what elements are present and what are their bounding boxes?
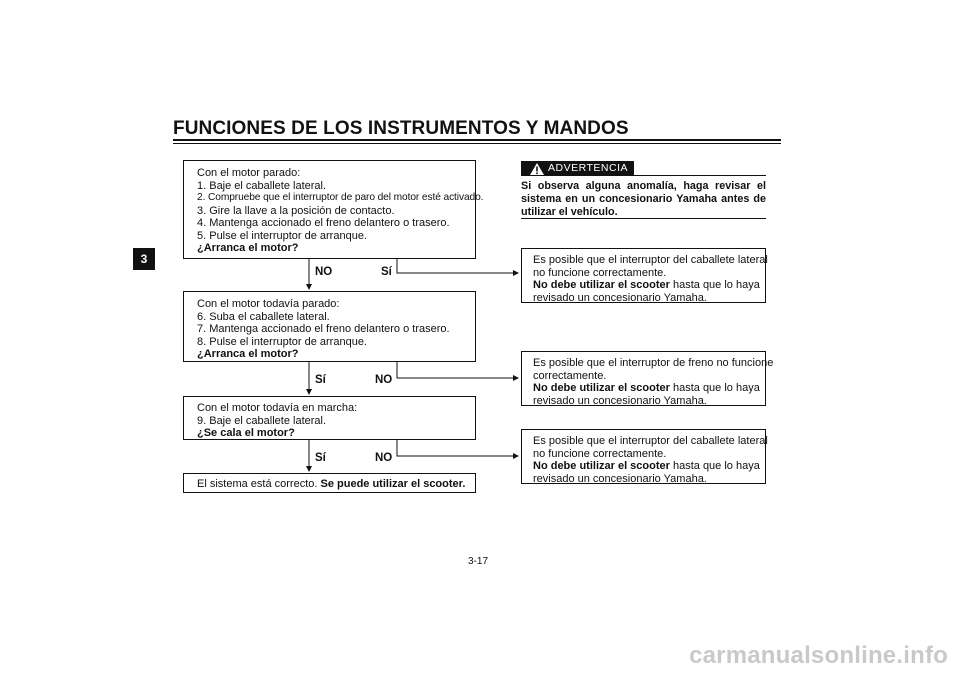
step2-line: 6. Suba el caballete lateral.	[197, 310, 330, 323]
page-title: FUNCIONES DE LOS INSTRUMENTOS Y MANDOS	[173, 118, 629, 139]
result-line: revisado un concesionario Yamaha.	[533, 472, 707, 485]
result-rest: hasta que lo haya	[669, 382, 760, 394]
arrow-step3-side	[397, 440, 518, 456]
warning-text: Si observa alguna anomalía, haga revisar el sistema en un concesionario Yamaha antes de utilizar el vehículo.	[521, 180, 766, 218]
step2-line: Con el motor todavía parado:	[197, 298, 340, 310]
warning-rule	[634, 175, 766, 176]
result-bold: No debe utilizar el scooter	[533, 279, 670, 291]
flow-final	[183, 473, 476, 493]
result-rest: hasta que lo haya	[669, 460, 760, 472]
result-line: Es posible que el interruptor del caballete lateral	[533, 254, 768, 266]
result-line: correctamente.	[533, 369, 607, 382]
result-bold: No debe utilizar el scooter	[533, 382, 670, 394]
flow-step-3	[183, 396, 476, 440]
step1-line: 5. Pulse el interruptor de arranque.	[197, 229, 367, 242]
step2-down-label: Sí	[315, 374, 326, 386]
step2-line: 8. Pulse el interruptor de arranque.	[197, 335, 367, 348]
step3-down-label: Sí	[315, 452, 326, 464]
step1-down-label: NO	[315, 266, 333, 278]
result-line: no funcione correctamente.	[533, 266, 667, 279]
step1-line: 3. Gire la llave a la posición de contacto.	[197, 204, 395, 217]
result-bold: No debe utilizar el scooter	[533, 460, 670, 472]
result-box-1	[521, 248, 766, 303]
step1-line: 4. Mantenga accionado el freno delantero o trasero.	[197, 217, 450, 229]
result-line: Es posible que el interruptor de freno no funcione	[533, 357, 774, 369]
final-text: El sistema está correcto.	[197, 478, 321, 490]
result-line: revisado un concesionario Yamaha.	[533, 394, 707, 407]
chapter-tab: 3	[133, 248, 155, 270]
step3-line: Con el motor todavía en marcha:	[197, 402, 358, 414]
flow-step-1	[183, 160, 484, 259]
watermark: carmanualsonline.info	[689, 642, 948, 669]
result-line: no funcione correctamente.	[533, 447, 667, 460]
warning-badge	[521, 161, 634, 176]
step3-side-label: NO	[375, 452, 393, 464]
step3-line: 9. Baje el caballete lateral.	[197, 414, 327, 427]
warning-bottom-rule	[521, 218, 766, 219]
step1-side-label: Sí	[381, 266, 392, 278]
arrow-step1-side	[397, 259, 518, 273]
arrow-step2-side	[397, 362, 518, 378]
step1-line: 2. Compruebe que el interruptor de paro del motor esté activado.	[197, 192, 484, 203]
warning-triangle-icon	[529, 162, 545, 176]
step2-question: ¿Arranca el motor?	[197, 348, 299, 360]
step1-line: Con el motor parado:	[197, 167, 301, 179]
warning-badge-label: ADVERTENCIA	[548, 162, 628, 174]
step1-question: ¿Arranca el motor?	[197, 242, 299, 254]
result-line: revisado un concesionario Yamaha.	[533, 291, 707, 304]
page-number: 3-17	[468, 556, 489, 567]
result-box-2	[521, 351, 774, 407]
step2-side-label: NO	[375, 374, 393, 386]
step3-question: ¿Se cala el motor?	[197, 427, 295, 439]
flow-step-2	[183, 291, 476, 362]
result-box-3	[521, 429, 766, 484]
step2-line: 7. Mantenga accionado el freno delantero o trasero.	[197, 323, 450, 335]
result-line: Es posible que el interruptor del caballete lateral	[533, 435, 768, 447]
step1-line: 1. Baje el caballete lateral.	[197, 179, 327, 192]
result-rest: hasta que lo haya	[669, 279, 760, 291]
final-bold: Se puede utilizar el scooter.	[320, 478, 466, 490]
